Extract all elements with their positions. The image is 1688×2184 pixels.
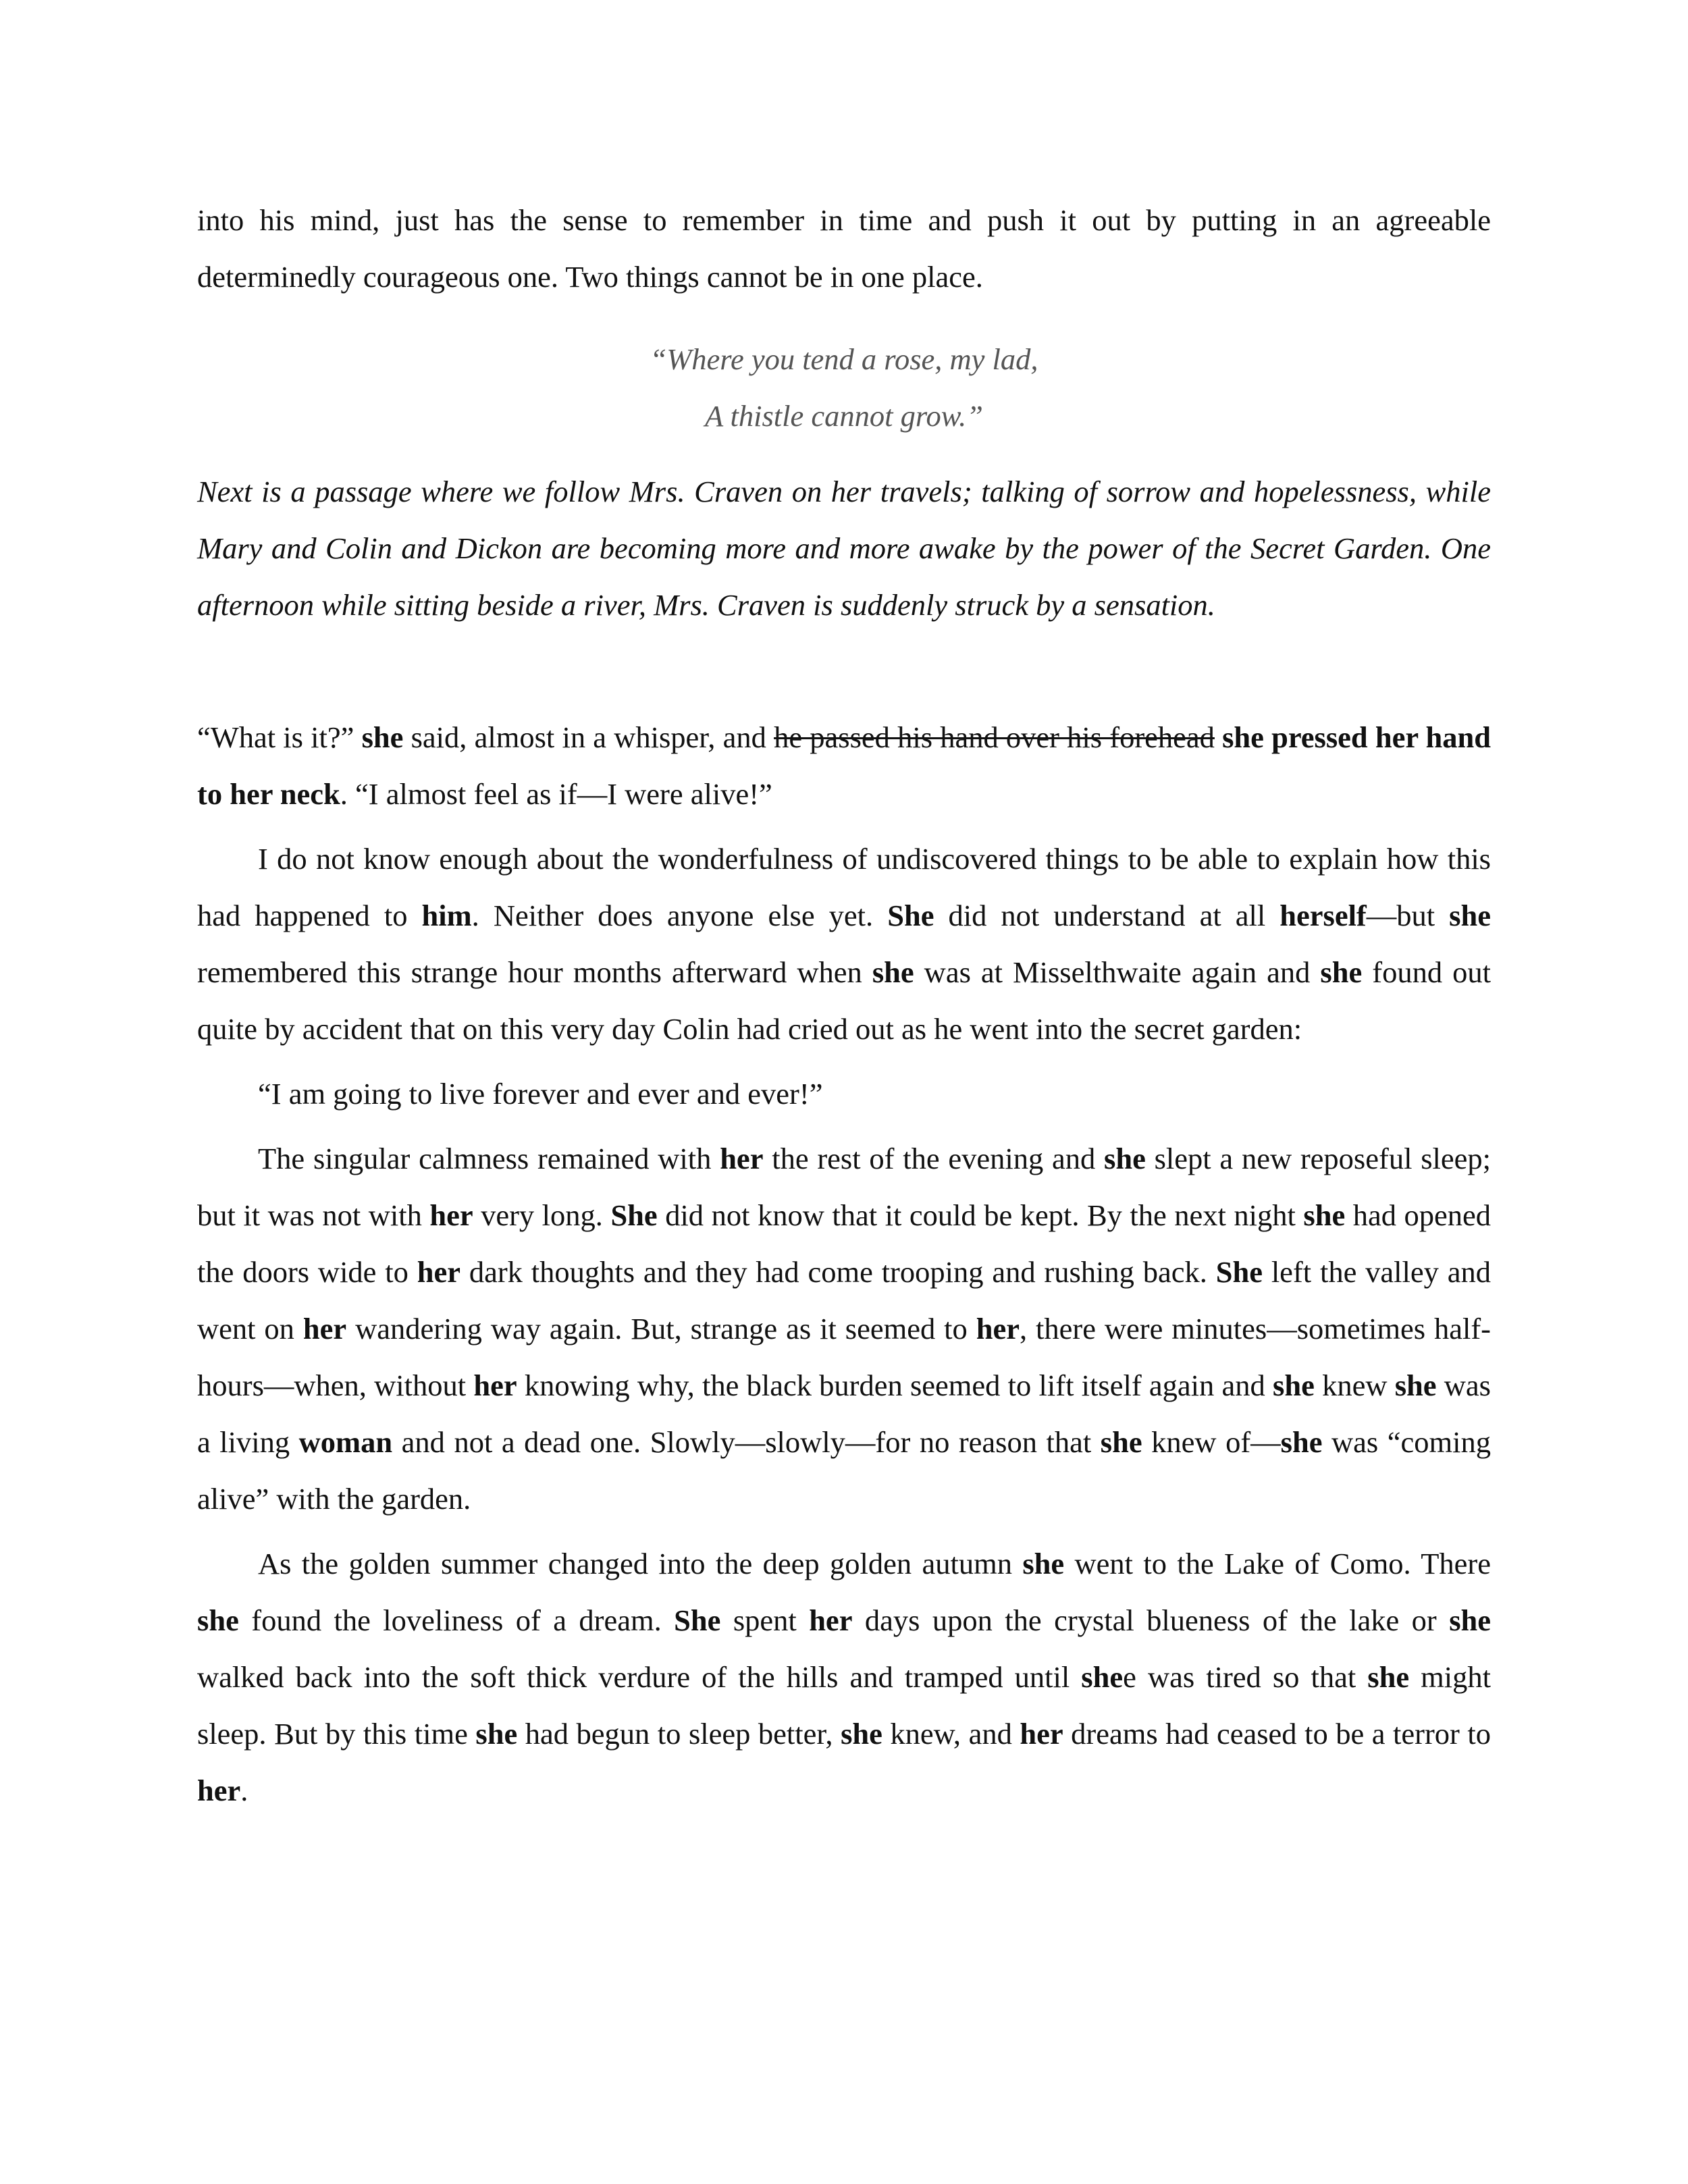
text-run: had opened the doors wide to	[197, 1198, 1491, 1289]
paragraph-1	[197, 709, 1491, 822]
bold-run: she	[1449, 1603, 1492, 1637]
text-run: said, almost in a whisper, and	[403, 720, 774, 754]
strikethrough-run: he passed his hand over his forehead	[774, 720, 1215, 754]
bold-run: she	[1280, 1425, 1323, 1459]
text-run: wandering way again. But, strange as it seemed to	[346, 1312, 976, 1346]
bold-run: her	[720, 1142, 764, 1175]
text-run: left the valley and went on	[197, 1255, 1491, 1346]
bold-run: her	[417, 1255, 460, 1289]
opening-text: into his mind, just has the sense to remember in time and push it out by putting in an agreeable determinedly courageous one. Two things cannot be in one place.	[197, 203, 1491, 294]
text-run: dark thoughts and they had come trooping and rushing back.	[460, 1255, 1216, 1289]
text-run: and not a dead one. Slowly—slowly—for no reason that	[392, 1425, 1101, 1459]
bold-run: She	[887, 899, 934, 932]
text-run: “What is it?”	[197, 720, 362, 754]
bold-run: her	[473, 1368, 517, 1402]
text-run: did not know that it could be kept. By the next night	[657, 1198, 1304, 1232]
bold-run: she	[1081, 1660, 1124, 1694]
text-run: spent	[720, 1603, 810, 1637]
poem-line-1: “Where you tend a rose, my lad,	[650, 342, 1038, 376]
bold-run: she	[1100, 1425, 1142, 1459]
bold-run: she	[197, 1603, 239, 1637]
text-run: had begun to sleep better,	[517, 1717, 841, 1751]
text-run: found out quite by accident that on this very day Colin had cried out as he went into the secret garden:	[197, 955, 1491, 1046]
text-run: . “I almost feel as if—I were alive!”	[340, 777, 772, 811]
text-run: e was tired so that	[1123, 1660, 1368, 1694]
text-run: was “coming alive” with the garden.	[197, 1425, 1491, 1516]
text-run: the rest of the evening and	[763, 1142, 1105, 1175]
text-run: dreams had ceased to be a terror to	[1063, 1717, 1491, 1751]
poem-line-2: A thistle cannot grow.”	[704, 399, 984, 433]
bold-run: him	[421, 899, 472, 932]
bold-run: She	[610, 1198, 658, 1232]
paragraph-2	[197, 830, 1491, 1057]
bold-run: her	[809, 1603, 853, 1637]
bold-run: She	[674, 1603, 721, 1637]
bold-run: She	[1215, 1255, 1263, 1289]
bold-run: she	[872, 955, 914, 989]
text-run: knew, and	[882, 1717, 1020, 1751]
bold-run: her	[302, 1312, 347, 1346]
bold-run: she	[361, 720, 404, 754]
bold-run: she	[1449, 899, 1491, 932]
text-run: went to the Lake of Como. There	[1064, 1547, 1491, 1580]
text-run: remembered this strange hour months afterward when	[197, 955, 872, 989]
text-run: As the golden summer changed into the deep golden autumn	[258, 1547, 1023, 1580]
bold-run: herself	[1280, 899, 1367, 932]
text-run: was at Misselthwaite again and	[914, 955, 1321, 989]
bold-run: she	[475, 1717, 518, 1751]
bold-run: she	[841, 1717, 882, 1751]
text-run: might sleep. But by this time	[197, 1660, 1491, 1751]
text-run: knew	[1314, 1368, 1395, 1402]
text-run: —but	[1366, 899, 1450, 932]
poem-quote	[197, 331, 1491, 444]
bold-run: her	[197, 1774, 241, 1807]
text-run: walked back into the soft thick verdure of the hills and tramped until	[197, 1660, 1082, 1694]
text-run: very long.	[473, 1198, 611, 1232]
text-run: found the loveliness of a dream.	[238, 1603, 675, 1637]
bold-run: woman	[298, 1425, 393, 1459]
text-run: .	[240, 1774, 248, 1807]
text-run: , there were minutes—sometimes half-hours—when, without	[197, 1312, 1491, 1402]
bold-run: her	[429, 1198, 473, 1232]
paragraph-5	[197, 1535, 1491, 1819]
bold-run: her	[1020, 1717, 1063, 1751]
text-run: knew of—	[1142, 1425, 1281, 1459]
paragraph-3: “I am going to live forever and ever and ever!”	[258, 1077, 823, 1111]
bold-run: she	[1394, 1368, 1437, 1402]
text-run: The singular calmness remained with	[258, 1142, 720, 1175]
text-run: was a living	[197, 1368, 1491, 1459]
bold-run: she	[1367, 1660, 1410, 1694]
bold-run: she	[1022, 1547, 1065, 1580]
bold-run: she	[1320, 955, 1363, 989]
text-run: slept a new reposeful sleep; but it was not with	[197, 1142, 1491, 1232]
bold-run: her	[976, 1312, 1020, 1346]
text-run: days upon the crystal blueness of the lake or	[852, 1603, 1450, 1637]
text-run: knowing why, the black burden seemed to lift itself again and	[517, 1368, 1273, 1402]
text-run: I do not know enough about the wonderfulness of undiscovered things to be able to explain how this had happened to	[197, 842, 1491, 932]
opening-paragraph	[197, 192, 1491, 305]
bold-run: she pressed her hand to her neck	[197, 720, 1491, 811]
italic-intro: Next is a passage where we follow Mrs. Craven on her travels; talking of sorrow and hopelessness, while Mary and Colin and Dickon are becoming more and more awake by the power of the Secret Garden. One afternoon while sitting beside a river, Mrs. Craven is suddenly struck by a sensation.	[197, 475, 1491, 622]
text-run	[1215, 720, 1222, 754]
passage	[197, 709, 1491, 1819]
bold-run: she	[1303, 1198, 1346, 1232]
text-run: did not understand at all	[934, 899, 1280, 932]
bold-run: she	[1104, 1142, 1146, 1175]
text-run: . Neither does anyone else yet.	[471, 899, 888, 932]
bold-run: she	[1273, 1368, 1315, 1402]
paragraph-4	[197, 1130, 1491, 1527]
